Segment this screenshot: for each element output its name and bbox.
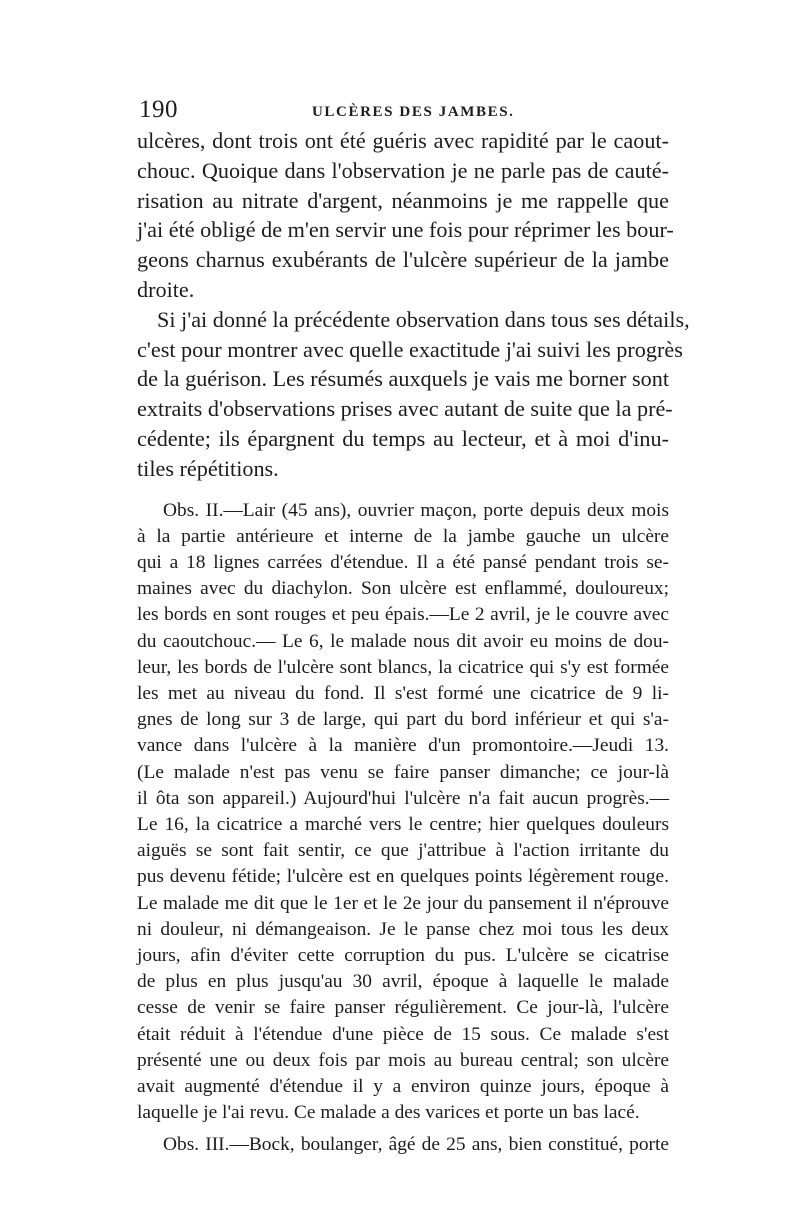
text-line: Le 16, la cicatrice a marché vers le centre; hier quelques douleurs: [137, 814, 669, 835]
paragraph-method-note: [137, 305, 690, 484]
text-line: cédente; ils épargnent du temps au lecteur, et à moi d'inu-: [137, 425, 669, 451]
text-line: Obs. III.—Bock, boulanger, âgé de 25 ans, bien constitué, porte: [163, 1134, 669, 1156]
paragraph-gap: [137, 484, 669, 498]
text-line: gnes de long sur 3 de large, qui part du bord inférieur et qui s'a-: [137, 709, 669, 731]
text-line: tiles répétitions.: [137, 455, 279, 481]
text-line: cesse de venir se faire panser régulièrement. Ce jour-là, l'ulcère: [137, 997, 669, 1019]
text-line: qui a 18 lignes carrées d'étendue. Il a été pansé pendant trois se-: [137, 551, 669, 573]
text-line: (Le malade n'est pas venu se faire panser dimanche; ce jour-là: [137, 761, 669, 783]
text-line: les met au niveau du fond. Il s'est formé une cicatrice de 9 li-: [137, 682, 669, 704]
text-line: ulcères, dont trois ont été guéris avec rapidité par le caout-: [137, 128, 669, 153]
text-line: Si j'ai donné la précédente observation dans tous ses détails,: [157, 306, 690, 332]
text-line: les bords en sont rouges et peu épais.—Le 2 avril, je le couvre avec: [137, 604, 669, 626]
text-line: à la partie antérieure et interne de la jambe gauche un ulcère: [137, 525, 669, 547]
text-line: leur, les bords de l'ulcère sont blancs, la cicatrice qui s'y est formée: [137, 656, 669, 678]
running-header: [137, 96, 669, 124]
page-number: 190: [139, 96, 178, 123]
text-line: du caoutchouc.— Le 6, le malade nous dit avoir eu moins de dou-: [137, 630, 669, 652]
text-line: extraits d'observations prises avec autant de suite que la pré-: [137, 396, 673, 422]
running-title: ULCÈRES DES JAMBES.: [312, 104, 515, 120]
observation-3: [137, 1132, 669, 1158]
text-line: Le malade me dit que le 1er et le 2e jour du pansement il n'éprouve: [137, 892, 669, 914]
text-line: de la guérison. Les résumés auxquels je vais me borner sont: [137, 366, 669, 392]
text-line: risation au nitrate d'argent, néanmoins je me rappelle que: [137, 187, 669, 213]
text-line: aiguës se sont fait sentir, ce que j'attribue à l'action irritante du: [137, 840, 669, 862]
text-line: vance dans l'ulcère à la manière d'un promontoire.—Jeudi 13.: [137, 735, 669, 757]
observation-2: [137, 498, 669, 1127]
text-line: avait augmenté d'étendue il y a environ quinze jours, époque à: [137, 1076, 669, 1098]
text-line: jours, afin d'éviter cette corruption du pus. L'ulcère se cicatrise: [137, 945, 669, 967]
text-line: il ôta son appareil.) Aujourd'hui l'ulcère n'a fait aucun progrès.—: [137, 787, 669, 809]
text-line: c'est pour montrer avec quelle exactitude j'ai suivi les progrès: [137, 336, 683, 362]
text-line: maines avec du diachylon. Son ulcère est enflammé, douloureux;: [137, 578, 669, 600]
text-line: Obs. II.—Lair (45 ans), ouvrier maçon, porte depuis deux mois: [163, 499, 669, 521]
text-line: geons charnus exubérants de l'ulcère supérieur de la jambe: [137, 247, 669, 273]
text-line: chouc. Quoique dans l'observation je ne parle pas de cauté-: [137, 157, 669, 183]
book-page: [137, 96, 690, 1159]
paragraph-continuation: [137, 126, 674, 305]
text-line: j'ai été obligé de m'en servir une fois pour réprimer les bour-: [137, 217, 674, 243]
text-line: présenté une ou deux fois par mois au bureau central; son ulcère: [137, 1049, 669, 1071]
text-line: de plus en plus jusqu'au 30 avril, époque à laquelle le malade: [137, 971, 669, 993]
text-line: droite.: [137, 276, 195, 302]
text-line: était réduit à l'étendue d'une pièce de 15 sous. Ce malade s'est: [137, 1023, 669, 1045]
text-line: ni douleur, ni démangeaison. Je le panse chez moi tous les deux: [137, 918, 669, 940]
text-line: pus devenu fétide; l'ulcère est en quelques points légèrement rouge.: [137, 866, 669, 888]
text-line: laquelle je l'ai revu. Ce malade a des varices et porte un bas lacé.: [137, 1102, 640, 1124]
